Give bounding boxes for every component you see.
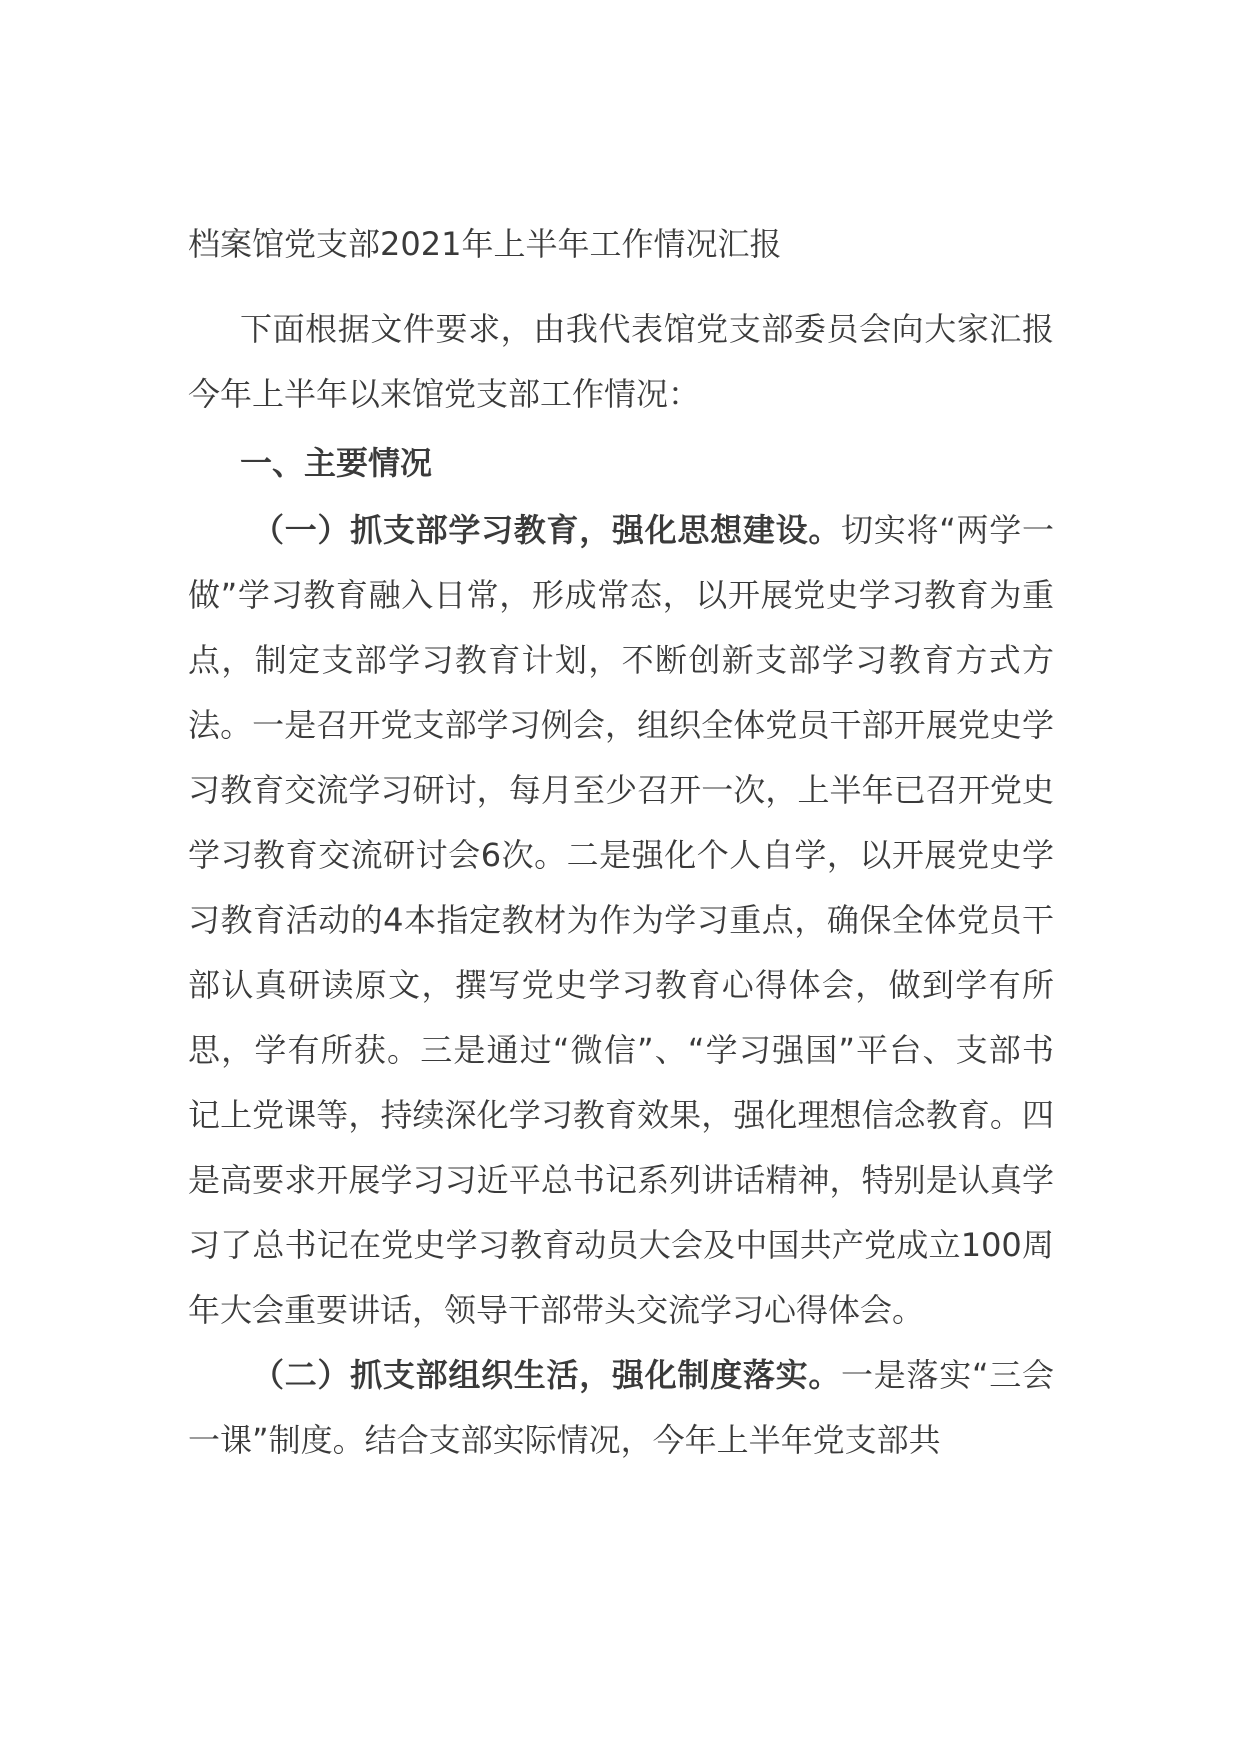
document-title: 档案馆党支部2021年上半年工作情况汇报 <box>188 225 782 263</box>
paragraph-1 <box>188 498 1054 1343</box>
paragraph-1-lead: （一）抓支部学习教育，强化思想建设。 <box>252 511 842 549</box>
intro-paragraph: 下面根据文件要求，由我代表馆党支部委员会向大家汇报今年上半年以来馆党支部工作情况： <box>188 310 1054 413</box>
document-body <box>188 212 1054 1473</box>
section-heading: 一、主要情况 <box>240 444 433 482</box>
paragraph-2 <box>188 1343 1054 1473</box>
paragraph-2-body: 一是落实“三会一课”制度。结合支部实际情况，今年上半年党支部共 <box>188 1356 1054 1459</box>
paragraph-2-lead: （二）抓支部组织生活，强化制度落实。 <box>252 1356 842 1394</box>
paragraph-1-body: 切实将“两学一做”学习教育融入日常，形成常态，以开展党史学习教育为重点，制定支部学习教育计划，不断创新支部学习教育方式方法。一是召开党支部学习例会，组织全体党员干部开展党史学习教育交流学习研讨，每月至少召开一次，上半年已召开党史学习教育交流研讨会6次。二是强化个人自学，以开展党史学习教育活动的4本指定教材为作为学习重点，确保全体党员干部认真研读原文，撰写党史学习教育心得体会，做到学有所思，学有所获。三是通过“微信”、“学习强国”平台、支部书记上党课等，持续深化学习教育效果，强化理想信念教育。四是高要求开展学习习近平总书记系列讲话精神，特别是认真学习了总书记在党史学习教育动员大会及中国共产党成立100周年大会重要讲话，领导干部带头交流学习心得体会。 <box>188 511 1054 1329</box>
